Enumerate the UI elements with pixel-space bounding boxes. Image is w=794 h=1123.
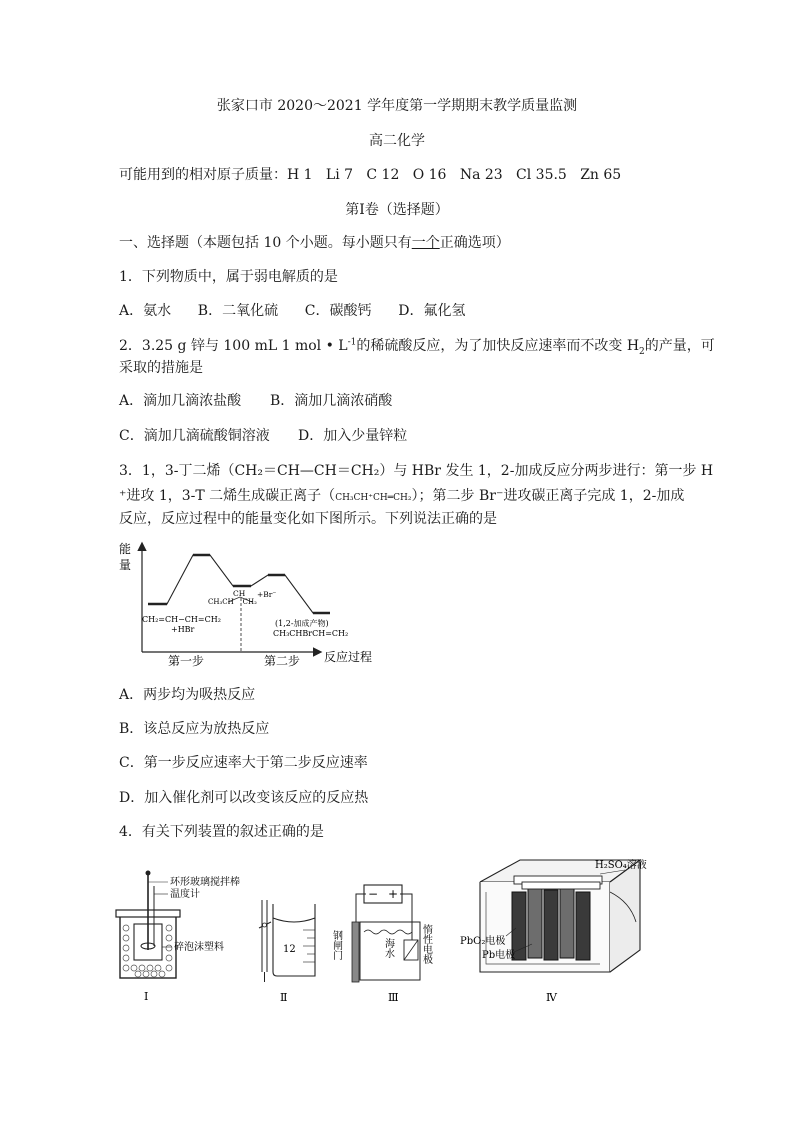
device-4-lead-acid-battery: [450, 852, 700, 1008]
atomic-mass-line: [119, 166, 621, 184]
section-heading-underlined: 一个: [411, 235, 440, 251]
product-label-2: CH₃CHBrCH=CH₂: [273, 629, 349, 638]
step2-label: 第二步: [264, 654, 301, 668]
q2-stem-line1: [119, 337, 715, 355]
meniscus: [273, 918, 315, 922]
bromide-label: +Br⁻: [257, 590, 277, 599]
label-pb-electrode: Pb电极: [482, 950, 516, 961]
device-4-label: Ⅳ: [546, 991, 557, 1004]
section-heading-part: 一、选择题（本题包括 10 个小题。每小题只有: [119, 235, 412, 251]
section-heading: [119, 234, 510, 252]
subject-title: 高二化学: [369, 133, 425, 149]
reactant-label-2: +HBr: [171, 625, 195, 634]
q2-stem-line2: 采取的措施是: [119, 360, 203, 376]
q1-options: A．氨水 B．二氧化硫 C．碳酸钙 D．氟化氢: [119, 303, 466, 319]
q2-option-d: D．加入少量锌粒: [298, 428, 408, 444]
label-seawater: 海水: [382, 938, 394, 958]
negative-terminal: −: [368, 887, 379, 901]
q2-sup: -1: [347, 337, 357, 348]
energy-diagram: [115, 540, 390, 668]
q2-option-a: A．滴加几滴浓盐酸: [119, 393, 242, 409]
q2-option-b: B．滴加几滴浓硝酸: [270, 393, 393, 409]
y-axis-label-1: 能: [119, 542, 132, 556]
section-heading-part: 正确选项）: [439, 235, 510, 251]
positive-terminal: +: [388, 887, 399, 901]
carbocation-formula: CH₃CH⁺CH═CH₂: [335, 493, 412, 503]
q2-text: 的稀硫酸反应，为了加快反应速率而不改变 H: [356, 338, 640, 354]
thermometer-top: [146, 871, 151, 876]
q3-text: ⁺进攻 1，3-T 二烯生成碳正离子（: [119, 488, 336, 504]
label-thermometer: 温度计: [170, 889, 200, 900]
device-2-label: Ⅱ: [280, 991, 288, 1004]
q3-option-a: A．两步均为吸热反应: [119, 687, 256, 703]
product-label-1: (1,2-加成产物): [275, 619, 329, 628]
water-surface: [364, 930, 412, 934]
y-axis-label-2: 量: [119, 558, 132, 572]
plate-connector-bottom: [522, 882, 600, 889]
q2-text: 2．3.25 g 锌与 100 mL 1 mol • L: [119, 338, 348, 354]
q3-stem-line2: [119, 487, 684, 507]
device-1-label: Ⅰ: [144, 990, 149, 1003]
label-h2so4: H₂SO₄溶液: [595, 860, 647, 871]
q2-sub: 2: [639, 346, 645, 357]
q3-option-c: C．第一步反应速率大于第二步反应速率: [119, 755, 368, 771]
label-steel-gate: 钢闸门: [330, 930, 342, 960]
q1-stem: 1．下列物质中，属于弱电解质的是: [119, 269, 338, 285]
q3-text: ）；第二步 Br⁻进攻碳正离子完成 1，2-加成: [411, 488, 685, 504]
atomic-mass-values: H 1 Li 7 C 12 O 16 Na 23 Cl 35.5 Zn 65: [287, 167, 622, 183]
burette-zoom-tube: [273, 904, 315, 976]
label-stirring-rod: 环形玻璃搅拌棒: [170, 877, 240, 888]
label-foam: 碎泡沫塑料: [174, 942, 224, 953]
device-2-burette: [245, 890, 320, 1008]
burette-reading: 12: [283, 944, 296, 955]
reactant-label-1: CH₂=CH−CH=CH₂: [142, 615, 221, 624]
label-pbo2-electrode: PbO₂电极: [460, 936, 506, 947]
volume-title: 第Ⅰ卷（选择题）: [345, 202, 449, 218]
intermediate-label-bottom: CH₃CH CH₂: [208, 598, 257, 606]
q3-option-d: D．加入催化剂可以改变该反应的反应热: [119, 790, 369, 806]
step1-label: 第一步: [168, 654, 205, 668]
q2-text: 的产量，可: [644, 338, 715, 354]
q3-option-b: B．该总反应为放热反应: [119, 721, 270, 737]
x-axis-label: 反应过程: [324, 650, 373, 664]
q3-stem-line3: 反应，反应过程中的能量变化如下图所示。下列说法正确的是: [119, 511, 497, 527]
device-3-electrolysis: [330, 880, 440, 1008]
device-3-label: Ⅲ: [388, 991, 399, 1004]
scale-marks: [303, 930, 315, 962]
q3-stem-line1: 3．1，3-丁二烯（CH₂＝CH—CH＝CH₂）与 HBr 发生 1，2-加成反应分两步进行：第一步 H: [119, 463, 714, 479]
q2-option-c: C．滴加几滴硫酸铜溶液: [119, 428, 270, 444]
label-inert-electrode: 惰性电极: [420, 924, 432, 964]
steel-gate: [352, 922, 359, 982]
intermediate-label-top: CH: [233, 589, 246, 598]
atomic-mass-label: 可能用到的相对原子质量：: [119, 167, 287, 183]
battery-plates: [512, 886, 590, 960]
exam-title: 张家口市 2020～2021 学年度第一学期期末教学质量监测: [216, 98, 578, 114]
q4-stem: 4．有关下列装置的叙述正确的是: [119, 824, 324, 840]
